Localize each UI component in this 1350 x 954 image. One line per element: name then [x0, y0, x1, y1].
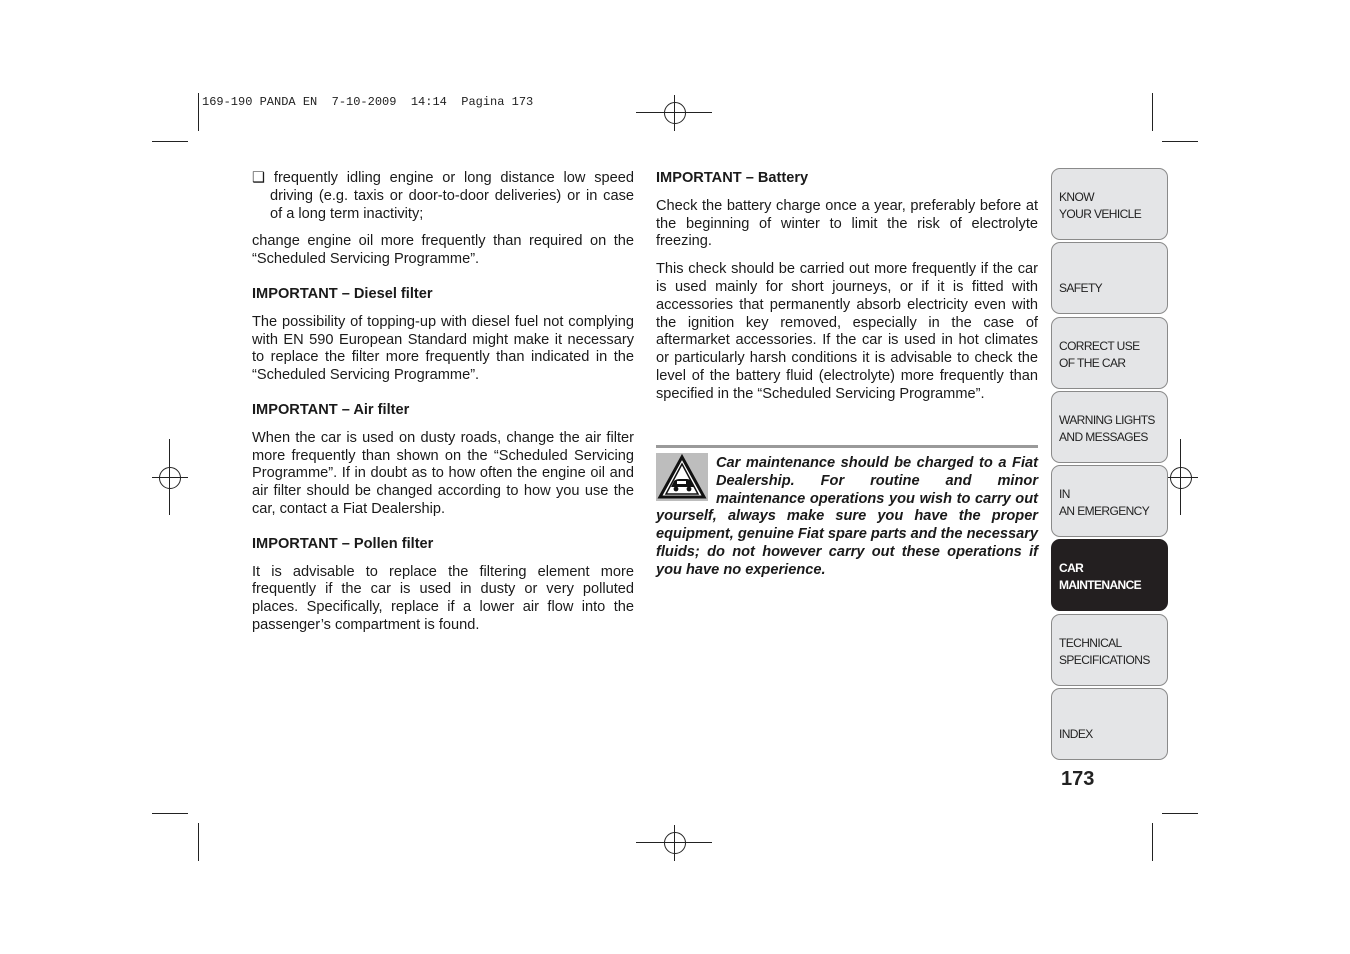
tab-emergency[interactable]: IN AN EMERGENCY — [1051, 465, 1168, 537]
tab-safety[interactable]: SAFETY — [1051, 242, 1168, 314]
crop-mark — [1152, 823, 1153, 861]
registration-circle — [664, 832, 686, 854]
registration-circle — [1170, 467, 1192, 489]
paragraph: change engine oil more frequently than required on the “Scheduled Servicing Programme”. — [252, 233, 634, 268]
paragraph: Check the battery charge once a year, preferably before at the beginning of winter to limit the risk of electrolyte freezing. — [656, 197, 1038, 250]
paragraph: When the car is used on dusty roads, change the air filter more frequently than shown on the “Scheduled Servicing Programme”. If in doubt as to how often the engine oil and air filter should be changed according to how you use the car, contact a Fiat Dealership. — [252, 429, 634, 517]
tab-index[interactable]: INDEX — [1051, 688, 1168, 760]
print-header: 169-190 PANDA EN 7-10-2009 14:14 Pagina 173 — [202, 95, 534, 109]
paragraph: The possibility of topping-up with diesel fuel not complying with EN 590 European Standard might make it necessary to replace the filter more frequently than indicated in the “Scheduled Servicing Programme”. — [252, 313, 634, 384]
crop-mark — [198, 93, 199, 131]
section-heading: IMPORTANT – Pollen filter — [252, 535, 434, 552]
registration-circle — [664, 102, 686, 124]
page-number: 173 — [1061, 768, 1095, 790]
crop-mark — [152, 813, 188, 814]
bullet-marker: ❑ — [252, 170, 266, 186]
section-heading: IMPORTANT – Air filter — [252, 401, 410, 418]
registration-circle — [159, 467, 181, 489]
chapter-tabs — [1051, 168, 1168, 762]
tab-know-your-vehicle[interactable]: KNOW YOUR VEHICLE — [1051, 168, 1168, 240]
left-column — [252, 170, 634, 635]
crop-mark — [1152, 93, 1153, 131]
tab-technical-specifications[interactable]: TECHNICAL SPECIFICATIONS — [1051, 614, 1168, 686]
crop-mark — [152, 141, 188, 142]
right-column — [656, 170, 1038, 404]
crop-mark — [198, 823, 199, 861]
tab-car-maintenance[interactable]: CAR MAINTENANCE — [1051, 539, 1168, 611]
tab-warning-lights[interactable]: WARNING LIGHTS AND MESSAGES — [1051, 391, 1168, 463]
bullet-item: ❑ frequently idling engine or long distance low speed driving (e.g. taxis or door-to-door deliveries) or in case of a long term inactivity; — [252, 170, 634, 222]
paragraph: This check should be carried out more frequently if the car is used mainly for short journeys, or if it is fitted with accessories that permanently absorb electricity even with the ignition key removed, especially in the case of aftermarket accessories. If the car is used in hot climates or particularly harsh conditions it is advisable to check the level of the battery fluid (electrolyte) more frequently than specified in the “Scheduled Servicing Programme”. — [656, 261, 1038, 402]
section-heading: IMPORTANT – Diesel filter — [252, 285, 433, 302]
crop-mark — [1162, 141, 1198, 142]
paragraph: It is advisable to replace the filtering element more frequently if the car is used in dusty or very polluted places. Specifically, replace if a lower air flow into the passenger’s compartment is found. — [252, 563, 634, 633]
warning-rule — [656, 445, 1038, 448]
crop-mark — [1162, 813, 1198, 814]
section-heading: IMPORTANT – Battery — [656, 170, 809, 186]
warning-text: Car maintenance should be charged to a Fiat Dealership. For routine and minor maintenance operations you wish to carry out yourself, always make sure you have the proper equipment, genuine Fiat spare parts and the necessary fluids; do not however carry out these operations if you have no experience. — [656, 455, 1038, 578]
tab-correct-use[interactable]: CORRECT USE OF THE CAR — [1051, 317, 1168, 389]
